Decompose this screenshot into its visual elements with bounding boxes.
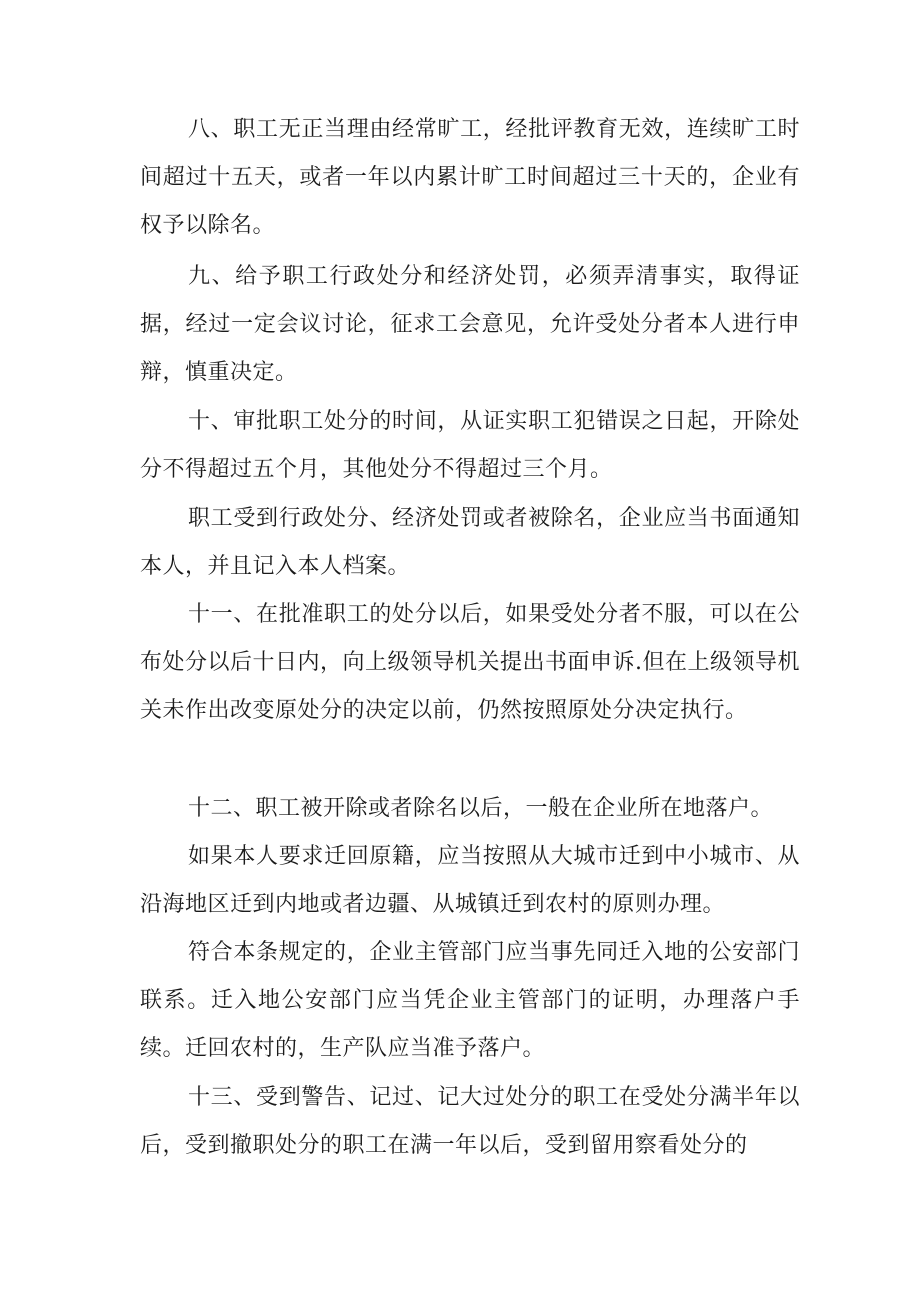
paragraph-registration: 符合本条规定的，企业主管部门应当事先同迁入地的公安部门联系。迁入地公安部门应当凭企业主管部门的证明，办理落户手续。迁回农村的，生产队应当准予落户。	[140, 940, 800, 1061]
paragraph-article-10: 十、审批职工处分的时间，从证实职工犯错误之日起，开除处分不得超过五个月，其他处分不得超过三个月。	[140, 409, 800, 482]
paragraph-relocation: 如果本人要求迁回原籍，应当按照从大城市迁到中小城市、从沿海地区迁到内地或者边疆、从城镇迁到农村的原则办理。	[140, 844, 800, 917]
paragraph-article-12: 十二、职工被开除或者除名以后，一般在企业所在地落户。	[188, 796, 774, 821]
paragraph-article-11: 十一、在批准职工的处分以后，如果受处分者不服，可以在公布处分以后十日内，向上级领导机关提出书面申诉.但在上级领导机关未作出改变原处分的决定以前，仍然按照原处分决定执行。	[140, 602, 800, 723]
paragraph-notification: 职工受到行政处分、经济处罚或者被除名，企业应当书面通知本人，并且记入本人档案。	[140, 506, 800, 579]
paragraph-article-9: 九、给予职工行政处分和经济处罚，必须弄清事实，取得证据，经过一定会议讨论，征求工会意见，允许受处分者本人进行申辩，慎重决定。	[140, 264, 800, 385]
paragraph-article-8: 八、职工无正当理由经常旷工，经批评教育无效，连续旷工时间超过十五天，或者一年以内累计旷工时间超过三十天的，企业有权予以除名。	[140, 117, 800, 238]
paragraph-article-13: 十三、受到警告、记过、记大过处分的职工在受处分满半年以后，受到撤职处分的职工在满一年以后，受到留用察看处分的	[140, 1085, 800, 1158]
